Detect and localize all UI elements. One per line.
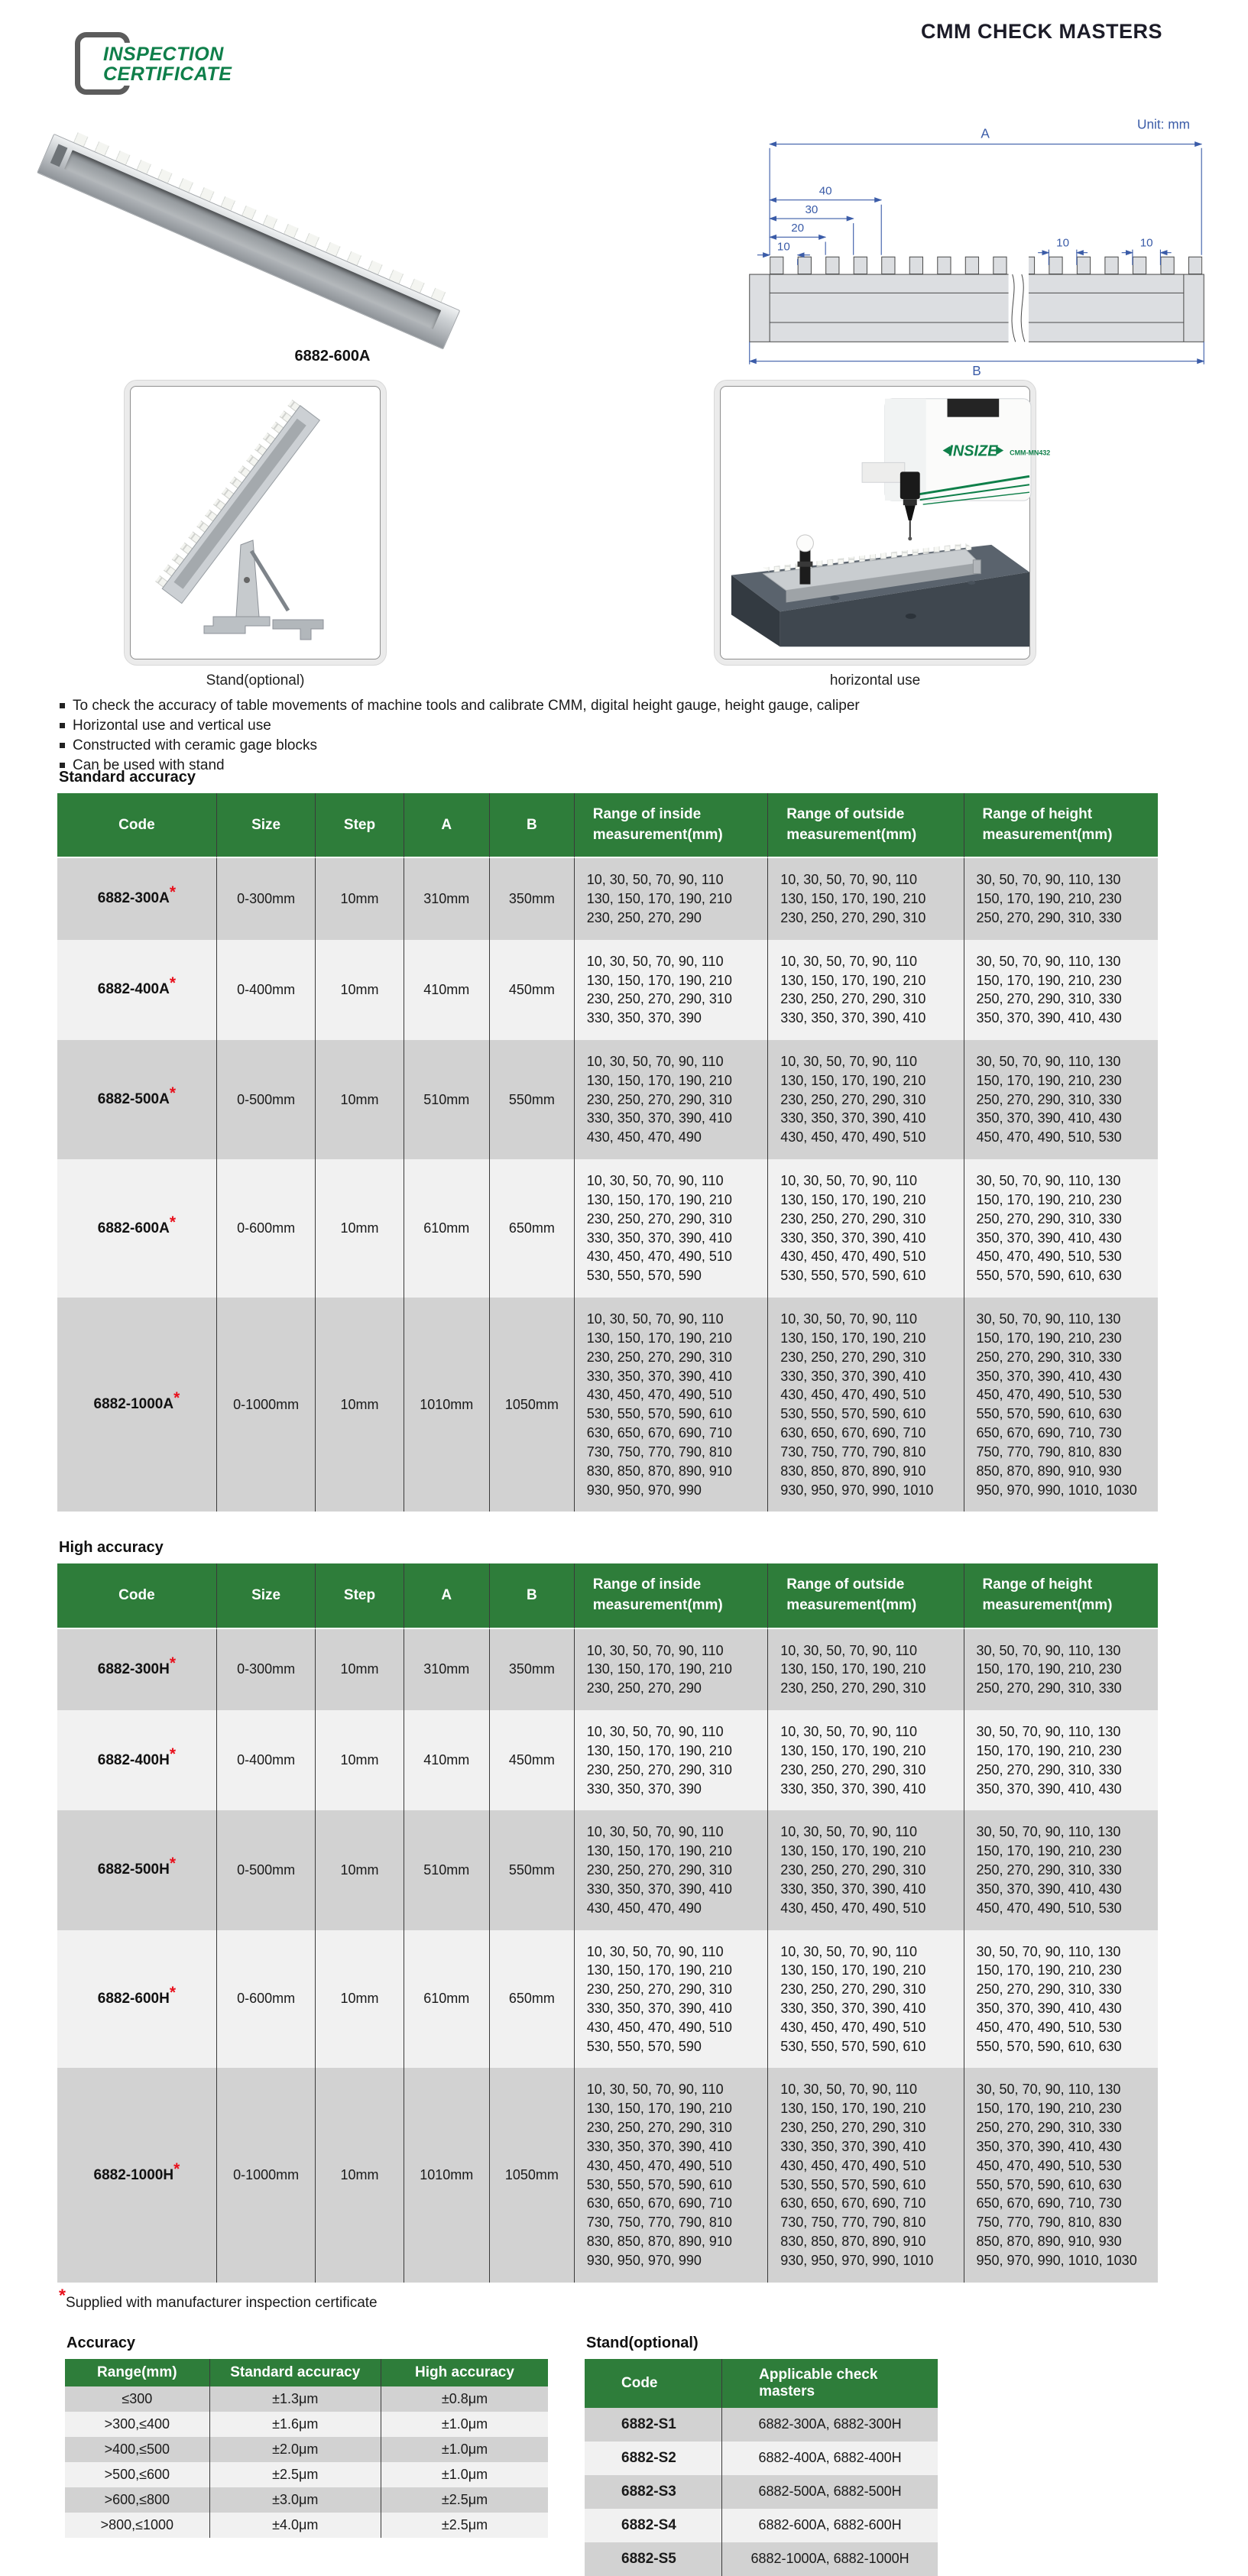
product-code: 6882-600H xyxy=(97,1990,170,2007)
accuracy-table xyxy=(65,2359,548,2538)
cmm-machine xyxy=(862,399,1050,504)
inside-range-cell: 10, 30, 50, 70, 90, 110 130, 150, 170, 190, 210 230, 250, 270, 290, 310 330, 350, 370, 390 xyxy=(575,1710,768,1810)
touch-probe xyxy=(900,471,920,540)
outside-range-cell: 10, 30, 50, 70, 90, 110 130, 150, 170, 190, 210 230, 250, 270, 290, 310 xyxy=(768,858,964,939)
check-master-profile xyxy=(750,255,1204,344)
col-a: A xyxy=(404,1563,490,1628)
table-row xyxy=(57,1710,1158,1810)
inside-range-cell: 10, 30, 50, 70, 90, 110 130, 150, 170, 190, 210 230, 250, 270, 290, 310 330, 350, 370, 390 xyxy=(575,940,768,1040)
dim-10-label: 10 xyxy=(776,240,790,254)
step-cell: 10mm xyxy=(316,1159,404,1298)
stand-photo-inner xyxy=(130,386,381,659)
outside-range-cell: 10, 30, 50, 70, 90, 110 130, 150, 170, 190, 210 230, 250, 270, 290, 310 330, 350, 370, 390, 410 430, 450, 470, 490, 510 xyxy=(768,1810,964,1930)
standard-accuracy-cell: ±1.3μm xyxy=(210,2386,381,2412)
product-code: 6882-500A xyxy=(97,1091,170,1108)
product-code: 6882-500H xyxy=(97,1862,170,1878)
outside-range-cell: 10, 30, 50, 70, 90, 110 130, 150, 170, 190, 210 230, 250, 270, 290, 310 330, 350, 370, 390, 410 430, 450, 470, 490, 510 530, 550, 570, 590, 610 xyxy=(768,1159,964,1298)
high-accuracy-cell: ±1.0μm xyxy=(441,2441,488,2457)
outside-range-cell: 10, 30, 50, 70, 90, 110 130, 150, 170, 190, 210 230, 250, 270, 290, 310 330, 350, 370, 390, 410 xyxy=(768,940,964,1040)
standard-accuracy-cell: ±4.0μm xyxy=(210,2513,381,2538)
size-cell: 0-500mm xyxy=(217,1810,316,1930)
horizontal-caption: horizontal use xyxy=(829,672,921,689)
step-cell: 10mm xyxy=(316,2068,404,2282)
table-row xyxy=(57,1298,1158,1512)
table-row xyxy=(585,2542,938,2576)
dim-b-cell: 450mm xyxy=(490,940,575,1040)
height-range-cell: 30, 50, 70, 90, 110, 130 150, 170, 190, 210, 230 250, 270, 290, 310, 330 350, 370, 390, 410, 430 450, 470, 490, 510, 530 550, 570, 590, 610, 630 650, 670, 690, 710, 730 750, 770, 790, 810, 830 850, 870, 890, 910, 930 950, 970, 990, 1010, 1030 xyxy=(976,2082,1137,2268)
table-row xyxy=(65,2487,548,2513)
product-code: 6882-400A xyxy=(97,981,170,998)
height-range-cell: 30, 50, 70, 90, 110, 130 150, 170, 190, 210, 230 250, 270, 290, 310, 330 350, 370, 390, 410, 430 450, 470, 490, 510, 530 xyxy=(976,1053,1122,1145)
outside-range-cell: 10, 30, 50, 70, 90, 110 130, 150, 170, 190, 210 230, 250, 270, 290, 310 330, 350, 370, 390, 410 430, 450, 470, 490, 510 530, 550, 570, 590, 610 630, 650, 670, 690, 710 730, 750, 770, 790, 810 830, 850, 870, 890, 910 930, 950, 970, 990, 1010 xyxy=(768,2068,964,2282)
logo-line1: INSPECTION xyxy=(103,44,224,65)
step-cell: 10mm xyxy=(316,1810,404,1930)
stand-caption: Stand(optional) xyxy=(206,672,305,689)
product-code-cell xyxy=(57,1298,217,1512)
feature-list xyxy=(60,697,1206,776)
dimension-drawing xyxy=(709,113,1244,377)
footnote-text: Supplied with manufacturer inspection certificate xyxy=(65,2294,378,2311)
height-range-cell: 30, 50, 70, 90, 110, 130 150, 170, 190, 210, 230 250, 270, 290, 310, 330 350, 370, 390, 410, 430 450, 470, 490, 510, 530 550, 570, 590, 610, 630 650, 670, 690, 710, 730 750, 770, 790, 810, 830 850, 870, 890, 910, 930 950, 970, 990, 1010, 1030 xyxy=(976,1311,1137,1498)
product-code-cell xyxy=(57,1040,217,1159)
col-range: Range(mm) xyxy=(65,2359,210,2386)
dim-b-cell: 1050mm xyxy=(490,1298,575,1512)
table-header-row xyxy=(65,2359,548,2386)
inside-range-cell: 10, 30, 50, 70, 90, 110 130, 150, 170, 190, 210 230, 250, 270, 290, 310 330, 350, 370, 390, 410 430, 450, 470, 490 xyxy=(575,1810,768,1930)
unit-label: Unit: mm xyxy=(1137,116,1190,132)
high-accuracy-cell: ±1.0μm xyxy=(441,2466,488,2482)
product-code: 6882-300A xyxy=(97,890,170,907)
applicable-cell: 6882-500A, 6882-500H xyxy=(758,2484,902,2500)
inspection-certificate-logo xyxy=(75,31,274,93)
product-code-cell xyxy=(57,1930,217,2069)
col-b: B xyxy=(490,1563,575,1628)
certificate-asterisk: * xyxy=(173,2160,180,2178)
dim-b-cell: 450mm xyxy=(490,1710,575,1810)
height-range-cell: 30, 50, 70, 90, 110, 130 150, 170, 190, 210, 230 250, 270, 290, 310, 330 xyxy=(976,872,1122,925)
dim-a-cell: 410mm xyxy=(404,1710,490,1810)
step-cell: 10mm xyxy=(316,1629,404,1710)
col-step: Step xyxy=(316,1563,404,1628)
step-cell: 10mm xyxy=(316,1298,404,1512)
step-cell: 10mm xyxy=(316,1930,404,2069)
step-cell: 10mm xyxy=(316,858,404,939)
height-range-cell: 30, 50, 70, 90, 110, 130 150, 170, 190, 210, 230 250, 270, 290, 310, 330 350, 370, 390, 410, 430 450, 470, 490, 510, 530 550, 570, 590, 610, 630 xyxy=(976,1173,1122,1284)
certificate-asterisk: * xyxy=(169,883,176,902)
high-accuracy-cell: ±2.5μm xyxy=(441,2491,488,2507)
stand-block xyxy=(585,2335,938,2576)
certificate-asterisk: * xyxy=(173,1389,180,1408)
table-row xyxy=(65,2513,548,2538)
outside-range-cell: 10, 30, 50, 70, 90, 110 130, 150, 170, 190, 210 230, 250, 270, 290, 310 330, 350, 370, 390, 410 430, 450, 470, 490, 510 530, 550, 570, 590, 610 630, 650, 670, 690, 710 730, 750, 770, 790, 810 830, 850, 870, 890, 910 930, 950, 970, 990, 1010 xyxy=(768,1298,964,1512)
stand-illustration xyxy=(131,387,380,659)
dim-20-label: 20 xyxy=(791,222,805,235)
stand-photo xyxy=(125,381,386,665)
page-title: CMM CHECK MASTERS xyxy=(921,20,1162,43)
table-row xyxy=(585,2509,938,2542)
certificate-asterisk: * xyxy=(169,1983,176,2001)
dim-30-label: 30 xyxy=(805,203,818,216)
dim-b-cell: 550mm xyxy=(490,1810,575,1930)
dim-a-cell: 510mm xyxy=(404,1810,490,1930)
table-row xyxy=(65,2386,548,2412)
dim-b-cell: 550mm xyxy=(490,1040,575,1159)
stand-code-cell: 6882-S4 xyxy=(585,2509,722,2542)
step-cell: 10mm xyxy=(316,1710,404,1810)
outside-range-cell: 10, 30, 50, 70, 90, 110 130, 150, 170, 190, 210 230, 250, 270, 290, 310 xyxy=(768,1629,964,1710)
size-cell: 0-600mm xyxy=(217,1159,316,1298)
product-code-cell xyxy=(57,940,217,1040)
applicable-cell: 6882-300A, 6882-300H xyxy=(758,2416,902,2432)
high-accuracy-table xyxy=(57,1563,1158,2282)
product-code: 6882-400H xyxy=(97,1751,170,1768)
col-code: Code xyxy=(585,2359,722,2408)
cmm-model-label: CMM-MN432 xyxy=(1010,449,1051,457)
dim-a-cell: 610mm xyxy=(404,1159,490,1298)
inside-range-cell: 10, 30, 50, 70, 90, 110 130, 150, 170, 190, 210 230, 250, 270, 290, 310 330, 350, 370, 390, 410 430, 450, 470, 490 xyxy=(575,1040,768,1159)
dim-a-cell: 310mm xyxy=(404,1629,490,1710)
applicable-cell: 6882-600A, 6882-600H xyxy=(758,2517,902,2533)
applicable-cell: 6882-1000A, 6882-1000H xyxy=(750,2551,909,2567)
range-cell: >500,≤600 xyxy=(65,2462,210,2487)
stand-code-cell: 6882-S3 xyxy=(585,2475,722,2509)
table-row xyxy=(65,2437,548,2462)
dim-40-label: 40 xyxy=(818,184,832,198)
bullet-text: Can be used with stand xyxy=(73,757,225,773)
check-master-bar xyxy=(37,124,465,349)
col-step: Step xyxy=(316,793,404,858)
col-outside: Range of outside measurement(mm) xyxy=(768,793,964,858)
height-range-cell: 30, 50, 70, 90, 110, 130 150, 170, 190, 210, 230 250, 270, 290, 310, 330 350, 370, 390, 410, 430 450, 470, 490, 510, 530 550, 570, 590, 610, 630 xyxy=(976,1943,1122,2054)
col-height: Range of height measurement(mm) xyxy=(964,793,1158,858)
dim-b-cell: 650mm xyxy=(490,1930,575,2069)
stand-table xyxy=(585,2359,938,2576)
inside-range-cell: 10, 30, 50, 70, 90, 110 130, 150, 170, 190, 210 230, 250, 270, 290 xyxy=(575,1629,768,1710)
size-cell: 0-400mm xyxy=(217,940,316,1040)
bullet-icon xyxy=(60,743,65,748)
bar-body xyxy=(37,134,460,350)
list-item xyxy=(60,697,1206,714)
size-cell: 0-600mm xyxy=(217,1930,316,2069)
size-cell: 0-300mm xyxy=(217,858,316,939)
cmm-brand-label: INSIZE xyxy=(948,442,998,460)
inside-range-cell: 10, 30, 50, 70, 90, 110 130, 150, 170, 190, 210 230, 250, 270, 290, 310 330, 350, 370, 390, 410 430, 450, 470, 490, 510 530, 550, 570, 590 xyxy=(575,1930,768,2069)
high-accuracy-heading: High accuracy xyxy=(59,1539,164,1557)
horizontal-use-photo xyxy=(715,381,1051,665)
horizontal-photo-inner xyxy=(720,386,1051,659)
high-accuracy-cell: ±0.8μm xyxy=(441,2390,488,2406)
dim-b-cell: 650mm xyxy=(490,1159,575,1298)
size-cell: 0-300mm xyxy=(217,1629,316,1710)
dim-a-cell: 1010mm xyxy=(404,1298,490,1512)
standard-accuracy-table xyxy=(57,793,1158,1512)
col-inside: Range of inside measurement(mm) xyxy=(575,1563,768,1628)
dim-a-cell: 610mm xyxy=(404,1930,490,2069)
product-code-cell xyxy=(57,1710,217,1810)
table-row xyxy=(57,1810,1158,1930)
table-row xyxy=(57,1930,1158,2069)
bullet-text: Horizontal use and vertical use xyxy=(73,718,271,734)
size-cell: 0-1000mm xyxy=(217,1298,316,1512)
product-code-cell xyxy=(57,2068,217,2282)
dim-a-cell: 510mm xyxy=(404,1040,490,1159)
table-row xyxy=(57,858,1158,939)
dim-10-mid2-label: 10 xyxy=(1139,236,1153,250)
col-height: Range of height measurement(mm) xyxy=(964,1563,1158,1628)
dim-a-cell: 410mm xyxy=(404,940,490,1040)
inside-range-cell: 10, 30, 50, 70, 90, 110 130, 150, 170, 190, 210 230, 250, 270, 290 xyxy=(575,858,768,939)
range-cell: ≤300 xyxy=(65,2386,210,2412)
table-header-row xyxy=(585,2359,938,2408)
product-code: 6882-1000H xyxy=(93,2166,174,2183)
col-applicable: Applicable check masters xyxy=(722,2359,938,2408)
product-code: 6882-300H xyxy=(97,1661,170,1677)
height-range-cell: 30, 50, 70, 90, 110, 130 150, 170, 190, 210, 230 250, 270, 290, 310, 330 350, 370, 390, 410, 430 xyxy=(976,1724,1122,1797)
standard-accuracy-cell: ±3.0μm xyxy=(210,2487,381,2513)
table-row xyxy=(57,2068,1158,2282)
cmm-illustration xyxy=(721,387,1051,659)
bullet-icon xyxy=(60,763,65,768)
high-accuracy-cell: ±1.0μm xyxy=(441,2416,488,2432)
dim-10-mid-label: 10 xyxy=(1056,236,1070,250)
col-size: Size xyxy=(217,793,316,858)
applicable-cell: 6882-400A, 6882-400H xyxy=(758,2450,902,2466)
logo-line2: CERTIFICATE xyxy=(103,63,232,85)
stand-table-heading: Stand(optional) xyxy=(586,2334,699,2351)
table-row xyxy=(585,2442,938,2475)
table-header-row xyxy=(57,793,1158,858)
dim-b-cell: 350mm xyxy=(490,858,575,939)
step-cell: 10mm xyxy=(316,940,404,1040)
certificate-asterisk: * xyxy=(169,1084,176,1103)
product-code-cell xyxy=(57,1159,217,1298)
outside-range-cell: 10, 30, 50, 70, 90, 110 130, 150, 170, 190, 210 230, 250, 270, 290, 310 330, 350, 370, 390, 410 430, 450, 470, 490, 510 xyxy=(768,1040,964,1159)
table-row xyxy=(585,2408,938,2442)
product-code: 6882-1000A xyxy=(93,1396,174,1413)
check-master-product-image xyxy=(53,113,527,346)
certificate-asterisk: * xyxy=(169,1654,176,1672)
footnote-asterisk: * xyxy=(59,2285,66,2305)
col-a: A xyxy=(404,793,490,858)
stand-code-cell: 6882-S5 xyxy=(585,2542,722,2576)
height-range-cell: 30, 50, 70, 90, 110, 130 150, 170, 190, 210, 230 250, 270, 290, 310, 330 350, 370, 390, 410, 430 xyxy=(976,953,1122,1026)
certificate-asterisk: * xyxy=(169,974,176,993)
product-code-cell xyxy=(57,1810,217,1930)
table-row xyxy=(65,2462,548,2487)
product-code-caption: 6882-600A xyxy=(294,348,371,365)
bullet-text: To check the accuracy of table movements of machine tools and calibrate CMM, digital height gauge, height gauge, caliper xyxy=(73,698,860,714)
size-cell: 0-400mm xyxy=(217,1710,316,1810)
logo-text xyxy=(98,43,235,86)
standard-accuracy-cell: ±1.6μm xyxy=(210,2412,381,2437)
table-row xyxy=(57,940,1158,1040)
dim-b-cell: 350mm xyxy=(490,1629,575,1710)
product-code-cell xyxy=(57,858,217,939)
outside-range-cell: 10, 30, 50, 70, 90, 110 130, 150, 170, 190, 210 230, 250, 270, 290, 310 330, 350, 370, 390, 410 xyxy=(768,1710,964,1810)
bullet-icon xyxy=(60,703,65,708)
certificate-asterisk: * xyxy=(169,1855,176,1873)
range-cell: >800,≤1000 xyxy=(65,2513,210,2538)
dim-a-label: A xyxy=(981,125,990,141)
accuracy-block xyxy=(65,2335,548,2538)
stand-code-cell: 6882-S2 xyxy=(585,2442,722,2475)
range-cell: >300,≤400 xyxy=(65,2412,210,2437)
inside-range-cell: 10, 30, 50, 70, 90, 110 130, 150, 170, 190, 210 230, 250, 270, 290, 310 330, 350, 370, 390, 410 430, 450, 470, 490, 510 530, 550, 570, 590, 610 630, 650, 670, 690, 710 730, 750, 770, 790, 810 830, 850, 870, 890, 910 930, 950, 970, 990 xyxy=(575,1298,768,1512)
bar-slot xyxy=(64,150,441,329)
standard-accuracy-heading: Standard accuracy xyxy=(59,769,196,786)
height-range-cell: 30, 50, 70, 90, 110, 130 150, 170, 190, 210, 230 250, 270, 290, 310, 330 350, 370, 390, 410, 430 450, 470, 490, 510, 530 xyxy=(976,1824,1122,1916)
standard-accuracy-cell: ±2.0μm xyxy=(210,2437,381,2462)
ceramic-gage-blocks xyxy=(73,132,452,305)
inside-range-cell: 10, 30, 50, 70, 90, 110 130, 150, 170, 190, 210 230, 250, 270, 290, 310 330, 350, 370, 390, 410 430, 450, 470, 490, 510 530, 550, 570, 590, 610 630, 650, 670, 690, 710 730, 750, 770, 790, 810 830, 850, 870, 890, 910 930, 950, 970, 990 xyxy=(575,2068,768,2282)
table-row xyxy=(57,1159,1158,1298)
dim-b-label: B xyxy=(972,362,981,378)
height-range-cell: 30, 50, 70, 90, 110, 130 150, 170, 190, 210, 230 250, 270, 290, 310, 330 xyxy=(976,1642,1122,1696)
col-inside: Range of inside measurement(mm) xyxy=(575,793,768,858)
list-item xyxy=(60,737,1206,754)
outside-range-cell: 10, 30, 50, 70, 90, 110 130, 150, 170, 190, 210 230, 250, 270, 290, 310 330, 350, 370, 390, 410 430, 450, 470, 490, 510 530, 550, 570, 590, 610 xyxy=(768,1930,964,2069)
standard-accuracy-cell: ±2.5μm xyxy=(210,2462,381,2487)
accuracy-heading: Accuracy xyxy=(66,2334,136,2351)
table-row xyxy=(57,1629,1158,1710)
size-cell: 0-1000mm xyxy=(217,2068,316,2282)
table-header-row xyxy=(57,1563,1158,1628)
list-item xyxy=(60,717,1206,734)
col-size: Size xyxy=(217,1563,316,1628)
size-cell: 0-500mm xyxy=(217,1040,316,1159)
certificate-asterisk: * xyxy=(169,1745,176,1763)
dim-a-cell: 1010mm xyxy=(404,2068,490,2282)
bar-end-window xyxy=(50,144,68,167)
certificate-asterisk: * xyxy=(169,1213,176,1231)
step-cell: 10mm xyxy=(316,1040,404,1159)
inside-range-cell: 10, 30, 50, 70, 90, 110 130, 150, 170, 190, 210 230, 250, 270, 290, 310 330, 350, 370, 390, 410 430, 450, 470, 490, 510 530, 550, 570, 590 xyxy=(575,1159,768,1298)
footnote xyxy=(59,2285,1158,2312)
product-code-cell xyxy=(57,1629,217,1710)
table-row xyxy=(65,2412,548,2437)
range-cell: >400,≤500 xyxy=(65,2437,210,2462)
col-code: Code xyxy=(57,793,217,858)
stand-code-cell: 6882-S1 xyxy=(585,2408,722,2442)
tables-section xyxy=(57,769,1158,2576)
col-b: B xyxy=(490,793,575,858)
col-standard: Standard accuracy xyxy=(210,2359,381,2386)
range-cell: >600,≤800 xyxy=(65,2487,210,2513)
table-row xyxy=(585,2475,938,2509)
product-code: 6882-600A xyxy=(97,1220,170,1236)
col-high: High accuracy xyxy=(381,2359,548,2386)
col-outside: Range of outside measurement(mm) xyxy=(768,1563,964,1628)
bottom-tables xyxy=(57,2335,1158,2576)
dim-b-cell: 1050mm xyxy=(490,2068,575,2282)
bullet-icon xyxy=(60,723,65,728)
col-code: Code xyxy=(57,1563,217,1628)
bullet-text: Constructed with ceramic gage blocks xyxy=(73,737,317,753)
dim-a-cell: 310mm xyxy=(404,858,490,939)
high-accuracy-cell: ±2.5μm xyxy=(441,2516,488,2532)
table-row xyxy=(57,1040,1158,1159)
